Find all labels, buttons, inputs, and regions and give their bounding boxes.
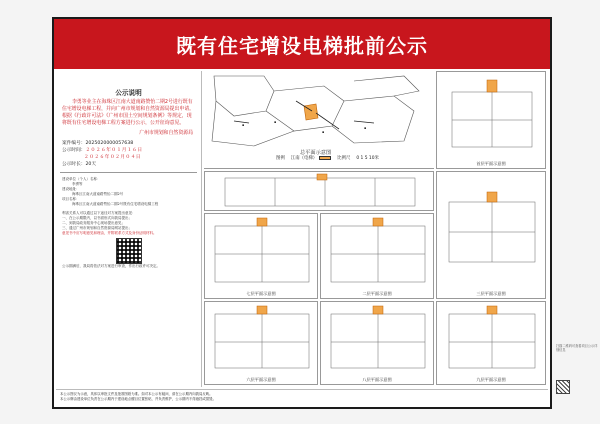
floorplan-standard-label: 首层平面示意图 (476, 161, 506, 166)
rules-item-3: 三、通过广州市规划和自然资源局网站提出； (62, 225, 132, 230)
period-end-row (62, 154, 195, 161)
floorplan-6-drawing (205, 302, 319, 378)
floorplan-8 (320, 301, 434, 385)
rules-item-1: 一、在公示期限内，以书面形式向我局提出； (62, 215, 132, 220)
case-number: 2025020000057638 (85, 141, 134, 146)
floorplan-7-label: 七层平面示意图 (246, 291, 276, 296)
address-label: 建设地址： (62, 187, 80, 192)
case-number-row (62, 140, 195, 147)
project-label: 项目名称： (62, 197, 80, 202)
floorplan-6-label: 六层平面示意图 (246, 377, 276, 382)
site-plan-drawing (204, 71, 434, 153)
case-number-label: 案件编号： (62, 141, 86, 146)
qr-code-icon[interactable] (116, 238, 142, 264)
rules-section (56, 177, 201, 269)
footer-notes (56, 389, 548, 407)
floorplan-9-label: 九层平面示意图 (476, 377, 506, 382)
notice-board (52, 17, 552, 409)
floorplan-2-label: 二层平面示意图 (362, 291, 392, 296)
notice-heading: 公示说明 (115, 89, 142, 97)
divider (60, 172, 197, 173)
rules-note: 公示期满后，我局将依法对方案进行审查，作出行政许可决定。 (62, 264, 160, 269)
scale-marks: 0 1 5 10米 (356, 156, 379, 161)
footer-line-1: 本公示图仅为示意，具体以审批文件及批准图纸为准。如对本公示有疑问，请在公示期内向我局反映。 (60, 392, 213, 396)
floorplan-3-drawing (437, 172, 547, 290)
floorplan-7 (204, 213, 318, 299)
period-end: ２０２６年０２月０４日 (84, 155, 142, 160)
svg-text:▪: ▪ (242, 123, 245, 127)
floorplan-8-drawing (321, 302, 435, 378)
duration-label: 公示时长： (62, 162, 86, 167)
drawings-area (204, 71, 548, 387)
floorplan-overview (204, 171, 434, 211)
notice-body: 李勇等业主在海珠区江南大道南路赞怡二期2号进行既有住宅增设电梯工程，并向广州市规划和自然资源局提出申请。根据《行政许可法》《广州市国土空间规划条例》等规定，现将既有住宅增设电梯工程方案进行公示，公开征询意见。 (62, 99, 195, 126)
rules-highlight: 意见书中应写明意见和理由，并附联系方式及身份证明材料。 (62, 230, 157, 235)
floorplan-6 (204, 301, 318, 385)
legend-label: 图例 (276, 156, 285, 161)
floorplan-3 (436, 171, 546, 299)
floorplan-9-drawing (437, 302, 547, 378)
page-title: 既有住宅增设电梯批前公示 (54, 19, 550, 69)
floorplan-2 (320, 213, 434, 299)
qr-code-wrap (62, 238, 195, 264)
site-plan-legend (276, 155, 379, 161)
footer-line-2: 本公示牌由建设单位负责在公示期内于建设地点醒目位置张贴，并负责维护，公示期内不得遮挡或损毁。 (60, 396, 216, 401)
rules-item-2: 二、到我局政务服务中心现场提出意见； (62, 220, 125, 225)
notice-column (56, 71, 202, 387)
floorplan-2-drawing (321, 214, 435, 292)
site-plan-title: 总平面示意图 (300, 150, 332, 156)
scale-label: 比例尺 (337, 156, 351, 161)
svg-text:▪: ▪ (274, 120, 277, 124)
rules-intro: 利害关系人可以通过以下途径对方案提出意见： (62, 210, 136, 215)
floorplan-3-label: 三层平面示意图 (476, 291, 506, 296)
floorplan-standard (436, 71, 546, 169)
svg-text:▪: ▪ (364, 126, 367, 130)
floorplan-overview-drawing (205, 172, 435, 212)
floorplan-7-drawing (205, 214, 319, 292)
period-start: ２０２６年０１月１６日 (85, 148, 143, 153)
side-note: 扫描二维码可查看项目公示详细信息 (556, 344, 598, 352)
floorplan-grid (204, 171, 548, 387)
site-plan (204, 71, 434, 169)
applicant-label: 建设单位（个人）名称： (62, 177, 101, 181)
notice-signature: 广州市规划和自然资源局 (139, 130, 193, 136)
applicant-value: 李勇等 (72, 182, 83, 187)
address-value: 海珠区江南大道南路赞怡二期2号 (72, 192, 124, 197)
floorplan-8-label: 八层平面示意图 (362, 377, 392, 382)
legend-lift: 江南（电梯） (291, 155, 331, 161)
floorplan-9 (436, 301, 546, 385)
period-row (62, 147, 195, 154)
svg-text:▪: ▪ (322, 130, 325, 134)
duration-row (62, 161, 195, 168)
floorplan-standard-drawing (437, 72, 547, 162)
corner-qr-icon[interactable] (556, 380, 570, 394)
period-label: 公示时间： (62, 148, 86, 153)
case-meta (56, 136, 201, 168)
duration-value: 20天 (85, 162, 97, 167)
project-value: 海珠区江南大道南路赞怡二期2号既有住宅增设电梯工程 (72, 202, 159, 207)
